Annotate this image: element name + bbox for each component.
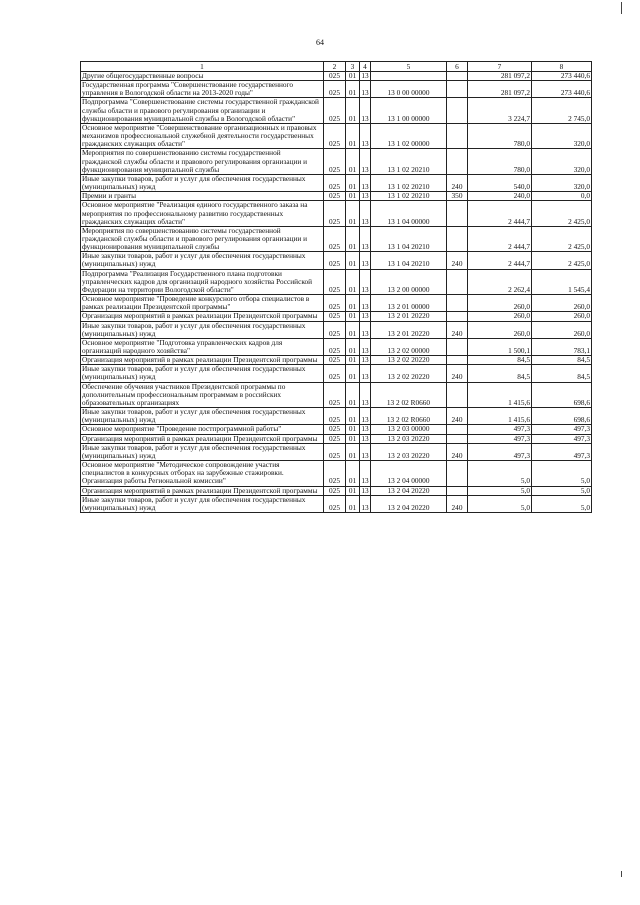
row-amount-col8: 698,6 bbox=[532, 382, 592, 407]
page-number: 64 bbox=[316, 38, 324, 47]
row-amount-col7: 1 415,6 bbox=[468, 382, 532, 407]
row-subsection-code: 13 bbox=[361, 486, 369, 495]
row-section-code: 01 bbox=[346, 356, 360, 365]
row-section-code: 01 bbox=[346, 461, 360, 486]
row-expense-type-code: 240 bbox=[447, 408, 468, 425]
row-target-article-code: 13 1 00 00000 bbox=[371, 98, 447, 123]
table-row bbox=[81, 495, 592, 512]
table-row bbox=[81, 201, 592, 226]
row-name-cell: Иные закупки товаров, работ и услуг для обеспечения государственных (муниципальных) нужд bbox=[81, 252, 324, 269]
row-subsection-code: 13 bbox=[360, 408, 371, 425]
row-name-cell: Подпрограмма "Реализация Государственного плана подготовки управленческих кадров для организаций народного хозяйства Российской Федерации на территории Вологодской области" bbox=[81, 269, 324, 294]
row-target-article-code: 13 1 04 20210 bbox=[371, 226, 447, 251]
row-ministry-code: 025 bbox=[324, 486, 346, 495]
row-expense-type-code: 240 bbox=[447, 365, 468, 382]
row-amount-col7: 84,5 bbox=[468, 365, 532, 382]
column-number-row bbox=[81, 62, 592, 72]
row-ministry-code: 025 bbox=[324, 321, 346, 338]
row-amount-col8: 260,0 bbox=[532, 312, 592, 321]
row-expense-type-code bbox=[447, 461, 468, 486]
row-subsection-code: 13 bbox=[360, 174, 371, 191]
row-name-cell: Основное мероприятие "Совершенствование организационных и правовых механизмов профессиональной служебной деятельности государственных гражданских служащих области" bbox=[81, 123, 324, 148]
row-ministry-code: 025 bbox=[324, 81, 346, 98]
row-name-cell: Основное мероприятие "Реализация единого государственного заказа на мероприятия по профессиональному развитию государственных гражданских служащих области" bbox=[81, 201, 324, 226]
column-number-5: 5 bbox=[371, 62, 447, 72]
row-section-code: 01 bbox=[346, 312, 360, 321]
row-subsection-code: 13 bbox=[360, 461, 371, 486]
row-amount-col8: 320,0 bbox=[532, 174, 592, 191]
row-amount-col7: 240,0 bbox=[468, 192, 532, 201]
row-expense-type-code bbox=[447, 486, 468, 495]
row-target-article-code: 13 1 02 20210 bbox=[371, 174, 447, 191]
table-row bbox=[81, 434, 592, 443]
row-expense-type-code bbox=[447, 425, 468, 434]
table-header bbox=[81, 62, 592, 72]
row-amount-col7: 780,0 bbox=[468, 149, 532, 174]
row-ministry-code: 025 bbox=[324, 174, 346, 191]
row-target-article-code: 13 2 04 20220 bbox=[371, 486, 447, 495]
row-target-article-code: 13 2 02 R0660 bbox=[371, 408, 447, 425]
table-row bbox=[81, 461, 592, 486]
row-target-article-code: 13 2 01 20220 bbox=[371, 321, 447, 338]
row-target-article-code: 13 1 02 00000 bbox=[371, 123, 447, 148]
row-ministry-code: 025 bbox=[324, 495, 346, 512]
row-target-article-code: 13 1 04 00000 bbox=[371, 201, 447, 226]
row-amount-col7: 497,3 bbox=[468, 434, 532, 443]
row-expense-type-code: 240 bbox=[447, 495, 468, 512]
column-number-3: 3 bbox=[346, 62, 360, 72]
row-subsection-code: 13 bbox=[361, 424, 369, 434]
row-expense-type-code bbox=[447, 338, 468, 355]
table-row bbox=[81, 149, 592, 174]
row-section-code: 01 bbox=[346, 269, 360, 294]
row-ministry-code: 025 bbox=[324, 443, 346, 460]
row-section-code: 01 bbox=[346, 252, 360, 269]
row-target-article-code: 13 1 04 20210 bbox=[371, 252, 447, 269]
scan-edge-mark bbox=[621, 2, 622, 14]
row-name-cell: Иные закупки товаров, работ и услуг для обеспечения государственных (муниципальных) нужд bbox=[81, 408, 324, 425]
row-subsection-code: 13 bbox=[361, 71, 369, 80]
table-row bbox=[81, 72, 592, 81]
row-expense-type-code bbox=[447, 201, 468, 226]
row-section-code: 01 bbox=[346, 425, 360, 434]
row-name-cell: Государственная программа "Совершенствование государственного управления в Вологодской области на 2013-2020 годы" bbox=[81, 81, 324, 98]
row-ministry-code: 025 bbox=[324, 72, 346, 81]
row-name-cell: Основное мероприятие "Подготовка управленческих кадров для организаций народного хозяйства" bbox=[81, 338, 324, 355]
row-target-article-code: 13 0 00 00000 bbox=[371, 81, 447, 98]
row-amount-col7: 260,0 bbox=[468, 321, 532, 338]
row-ministry-code: 025 bbox=[324, 252, 346, 269]
table-row bbox=[81, 252, 592, 269]
row-name-cell: Основное мероприятие "Методическое сопровождение участия специалистов в конкурсных отборах на зарубежные стажировки. Организация работы Региональной комиссии" bbox=[81, 461, 324, 486]
scan-edge-mark-bottom bbox=[621, 871, 622, 877]
row-ministry-code: 025 bbox=[324, 201, 346, 226]
row-section-code: 01 bbox=[346, 98, 360, 123]
row-amount-col7: 780,0 bbox=[468, 123, 532, 148]
row-expense-type-code bbox=[447, 295, 468, 312]
row-subsection-code: 13 bbox=[361, 311, 369, 321]
row-target-article-code: 13 2 03 20220 bbox=[371, 434, 447, 443]
row-subsection-code: 13 bbox=[360, 81, 371, 98]
row-target-article-code: 13 2 02 20220 bbox=[371, 356, 447, 365]
row-amount-col7: 5,0 bbox=[468, 461, 532, 486]
budget-table bbox=[80, 61, 592, 513]
row-amount-col8: 84,5 bbox=[532, 356, 592, 365]
row-expense-type-code: 240 bbox=[447, 443, 468, 460]
row-section-code: 01 bbox=[346, 123, 360, 148]
row-name-cell: Премии и гранты bbox=[81, 192, 324, 201]
row-section-code: 01 bbox=[346, 443, 360, 460]
row-ministry-code: 025 bbox=[324, 192, 346, 201]
row-subsection-code: 13 bbox=[360, 295, 371, 312]
row-name-cell: Организация мероприятий в рамках реализации Президентской программы bbox=[81, 356, 324, 365]
table-row bbox=[81, 98, 592, 123]
table-row bbox=[81, 295, 592, 312]
row-amount-col8: 5,0 bbox=[532, 461, 592, 486]
row-subsection-code: 13 bbox=[360, 123, 371, 148]
column-number-8: 8 bbox=[532, 62, 592, 72]
table-row bbox=[81, 312, 592, 321]
row-expense-type-code bbox=[447, 98, 468, 123]
row-amount-col8: 2 425,0 bbox=[532, 201, 592, 226]
row-amount-col7: 2 444,7 bbox=[468, 226, 532, 251]
row-section-code: 01 bbox=[346, 365, 360, 382]
row-target-article-code: 13 2 04 20220 bbox=[371, 495, 447, 512]
row-ministry-code: 025 bbox=[324, 425, 346, 434]
row-name-cell: Организация мероприятий в рамках реализации Президентской программы bbox=[81, 434, 324, 443]
row-amount-col7: 281 097,2 bbox=[468, 81, 532, 98]
row-ministry-code: 025 bbox=[324, 382, 346, 407]
table-row bbox=[81, 382, 592, 407]
table-row bbox=[81, 408, 592, 425]
row-section-code: 01 bbox=[346, 321, 360, 338]
row-amount-col8: 2 425,0 bbox=[532, 252, 592, 269]
row-subsection-code: 13 bbox=[361, 191, 369, 201]
row-subsection-code: 13 bbox=[361, 434, 369, 443]
row-amount-col8: 273 440,6 bbox=[532, 81, 592, 98]
row-ministry-code: 025 bbox=[324, 295, 346, 312]
row-amount-col8: 5,0 bbox=[532, 486, 592, 495]
row-expense-type-code: 240 bbox=[447, 174, 468, 191]
row-subsection-code: 13 bbox=[360, 382, 371, 407]
table-row bbox=[81, 192, 592, 201]
row-expense-type-code bbox=[447, 149, 468, 174]
row-name-cell: Иные закупки товаров, работ и услуг для обеспечения государственных (муниципальных) нужд bbox=[81, 321, 324, 338]
row-subsection-code: 13 bbox=[360, 201, 371, 226]
row-subsection-code: 13 bbox=[360, 149, 371, 174]
row-amount-col8: 1 545,4 bbox=[532, 269, 592, 294]
row-name-cell: Иные закупки товаров, работ и услуг для обеспечения государственных (муниципальных) нужд bbox=[81, 443, 324, 460]
row-amount-col7: 2 444,7 bbox=[468, 201, 532, 226]
row-target-article-code: 13 2 02 00000 bbox=[371, 338, 447, 355]
row-name-cell: Другие общегосударственные вопросы bbox=[81, 72, 324, 81]
row-amount-col8: 260,0 bbox=[532, 295, 592, 312]
row-expense-type-code bbox=[447, 269, 468, 294]
row-expense-type-code bbox=[447, 382, 468, 407]
row-amount-col7: 281 097,2 bbox=[468, 72, 532, 81]
row-section-code: 01 bbox=[346, 149, 360, 174]
row-section-code: 01 bbox=[346, 495, 360, 512]
row-section-code: 01 bbox=[346, 81, 360, 98]
row-target-article-code: 13 2 01 20220 bbox=[371, 312, 447, 321]
row-section-code: 01 bbox=[346, 382, 360, 407]
row-expense-type-code: 240 bbox=[447, 252, 468, 269]
row-section-code: 01 bbox=[346, 295, 360, 312]
row-section-code: 01 bbox=[346, 201, 360, 226]
row-amount-col8: 273 440,6 bbox=[532, 72, 592, 81]
row-subsection-code: 13 bbox=[360, 226, 371, 251]
row-name-cell: Подпрограмма "Совершенствование системы государственной гражданской службы области и правового регулирования организации и функционирования муниципальной службы в Вологодской области" bbox=[81, 98, 324, 123]
row-amount-col8: 0,0 bbox=[532, 192, 592, 201]
row-name-cell: Иные закупки товаров, работ и услуг для обеспечения государственных (муниципальных) нужд bbox=[81, 365, 324, 382]
column-number-1: 1 bbox=[81, 62, 324, 72]
row-expense-type-code bbox=[447, 434, 468, 443]
row-name-cell: Обеспечение обучения участников Президентской программы по дополнительным профессиональным программам в российских образовательных организациях bbox=[81, 382, 324, 407]
table-row bbox=[81, 443, 592, 460]
row-amount-col8: 320,0 bbox=[532, 149, 592, 174]
row-ministry-code: 025 bbox=[324, 269, 346, 294]
row-expense-type-code bbox=[447, 81, 468, 98]
row-amount-col7: 1 500,1 bbox=[468, 338, 532, 355]
row-target-article-code: 13 2 01 00000 bbox=[371, 295, 447, 312]
row-subsection-code: 13 bbox=[360, 269, 371, 294]
row-subsection-code: 13 bbox=[360, 338, 371, 355]
column-number-2: 2 bbox=[324, 62, 346, 72]
row-name-cell: Иные закупки товаров, работ и услуг для обеспечения государственных (муниципальных) нужд bbox=[81, 495, 324, 512]
row-ministry-code: 025 bbox=[324, 356, 346, 365]
row-expense-type-code bbox=[447, 226, 468, 251]
row-subsection-code: 13 bbox=[361, 355, 369, 365]
row-expense-type-code bbox=[447, 312, 468, 321]
row-ministry-code: 025 bbox=[324, 149, 346, 174]
table-row bbox=[81, 226, 592, 251]
row-amount-col8: 2 425,0 bbox=[532, 226, 592, 251]
row-name-cell: Иные закупки товаров, работ и услуг для обеспечения государственных (муниципальных) нужд bbox=[81, 174, 324, 191]
row-amount-col8: 783,1 bbox=[532, 338, 592, 355]
table-row bbox=[81, 486, 592, 495]
row-target-article-code bbox=[371, 72, 447, 81]
row-ministry-code: 025 bbox=[324, 226, 346, 251]
row-section-code: 01 bbox=[346, 434, 360, 443]
row-amount-col7: 260,0 bbox=[468, 295, 532, 312]
row-target-article-code: 13 2 04 00000 bbox=[371, 461, 447, 486]
row-amount-col7: 2 444,7 bbox=[468, 252, 532, 269]
row-section-code: 01 bbox=[346, 72, 360, 81]
row-ministry-code: 025 bbox=[324, 98, 346, 123]
row-expense-type-code bbox=[447, 72, 468, 81]
row-name-cell: Мероприятия по совершенствованию системы государственной гражданской службы области и правового регулирования организации и функционирования муниципальной службы bbox=[81, 149, 324, 174]
table-row bbox=[81, 338, 592, 355]
row-amount-col8: 260,0 bbox=[532, 321, 592, 338]
row-subsection-code: 13 bbox=[360, 252, 371, 269]
row-expense-type-code bbox=[447, 356, 468, 365]
row-amount-col8: 497,3 bbox=[532, 425, 592, 434]
table-row bbox=[81, 174, 592, 191]
row-target-article-code: 13 2 03 00000 bbox=[371, 425, 447, 434]
column-number-4: 4 bbox=[360, 62, 371, 72]
row-target-article-code: 13 2 03 20220 bbox=[371, 443, 447, 460]
row-amount-col7: 540,0 bbox=[468, 174, 532, 191]
row-section-code: 01 bbox=[346, 192, 360, 201]
row-target-article-code: 13 1 02 20210 bbox=[371, 192, 447, 201]
row-ministry-code: 025 bbox=[324, 434, 346, 443]
row-amount-col8: 320,0 bbox=[532, 123, 592, 148]
row-expense-type-code bbox=[447, 123, 468, 148]
table-row bbox=[81, 269, 592, 294]
row-subsection-code: 13 bbox=[360, 365, 371, 382]
column-number-6: 6 bbox=[447, 62, 468, 72]
row-ministry-code: 025 bbox=[324, 312, 346, 321]
row-amount-col7: 5,0 bbox=[468, 486, 532, 495]
row-name-cell: Основное мероприятие "Проведение постпрограммной работы" bbox=[81, 425, 324, 434]
row-amount-col8: 497,3 bbox=[532, 443, 592, 460]
row-amount-col7: 2 262,4 bbox=[468, 269, 532, 294]
row-amount-col8: 84,5 bbox=[532, 365, 592, 382]
table-body bbox=[81, 72, 592, 513]
row-target-article-code: 13 2 02 R0660 bbox=[371, 382, 447, 407]
row-section-code: 01 bbox=[346, 174, 360, 191]
table-row bbox=[81, 356, 592, 365]
table-row bbox=[81, 81, 592, 98]
row-section-code: 01 bbox=[346, 338, 360, 355]
row-amount-col7: 3 224,7 bbox=[468, 98, 532, 123]
row-amount-col8: 5,0 bbox=[532, 495, 592, 512]
row-name-cell: Основное мероприятие "Проведение конкурсного отбора специалистов в рамках реализации Президентской программы" bbox=[81, 295, 324, 312]
row-expense-type-code: 350 bbox=[447, 192, 468, 201]
row-name-cell: Мероприятия по совершенствованию системы государственной гражданской службы области и правового регулирования организации и функционирования муниципальной службы bbox=[81, 226, 324, 251]
row-section-code: 01 bbox=[346, 408, 360, 425]
row-name-cell: Организация мероприятий в рамках реализации Президентской программы bbox=[81, 312, 324, 321]
row-amount-col7: 1 415,6 bbox=[468, 408, 532, 425]
row-subsection-code: 13 bbox=[360, 321, 371, 338]
row-section-code: 01 bbox=[346, 226, 360, 251]
row-amount-col7: 260,0 bbox=[468, 312, 532, 321]
row-ministry-code: 025 bbox=[324, 461, 346, 486]
row-subsection-code: 13 bbox=[360, 98, 371, 123]
table-row bbox=[81, 123, 592, 148]
row-target-article-code: 13 2 00 00000 bbox=[371, 269, 447, 294]
row-section-code: 01 bbox=[346, 486, 360, 495]
row-subsection-code: 13 bbox=[360, 443, 371, 460]
row-amount-col7: 497,3 bbox=[468, 425, 532, 434]
row-subsection-code: 13 bbox=[360, 495, 371, 512]
row-amount-col7: 84,5 bbox=[468, 356, 532, 365]
row-ministry-code: 025 bbox=[324, 338, 346, 355]
row-amount-col8: 2 745,0 bbox=[532, 98, 592, 123]
row-amount-col7: 5,0 bbox=[468, 495, 532, 512]
row-name-cell: Организация мероприятий в рамках реализации Президентской программы bbox=[81, 486, 324, 495]
row-amount-col7: 497,3 bbox=[468, 443, 532, 460]
row-ministry-code: 025 bbox=[324, 123, 346, 148]
row-expense-type-code: 240 bbox=[447, 321, 468, 338]
row-amount-col8: 497,3 bbox=[532, 434, 592, 443]
table-row bbox=[81, 365, 592, 382]
row-ministry-code: 025 bbox=[324, 365, 346, 382]
row-amount-col8: 698,6 bbox=[532, 408, 592, 425]
row-ministry-code: 025 bbox=[324, 408, 346, 425]
row-target-article-code: 13 1 02 20210 bbox=[371, 149, 447, 174]
row-target-article-code: 13 2 02 20220 bbox=[371, 365, 447, 382]
column-number-7: 7 bbox=[468, 62, 532, 72]
table-row bbox=[81, 321, 592, 338]
table-row bbox=[81, 425, 592, 434]
